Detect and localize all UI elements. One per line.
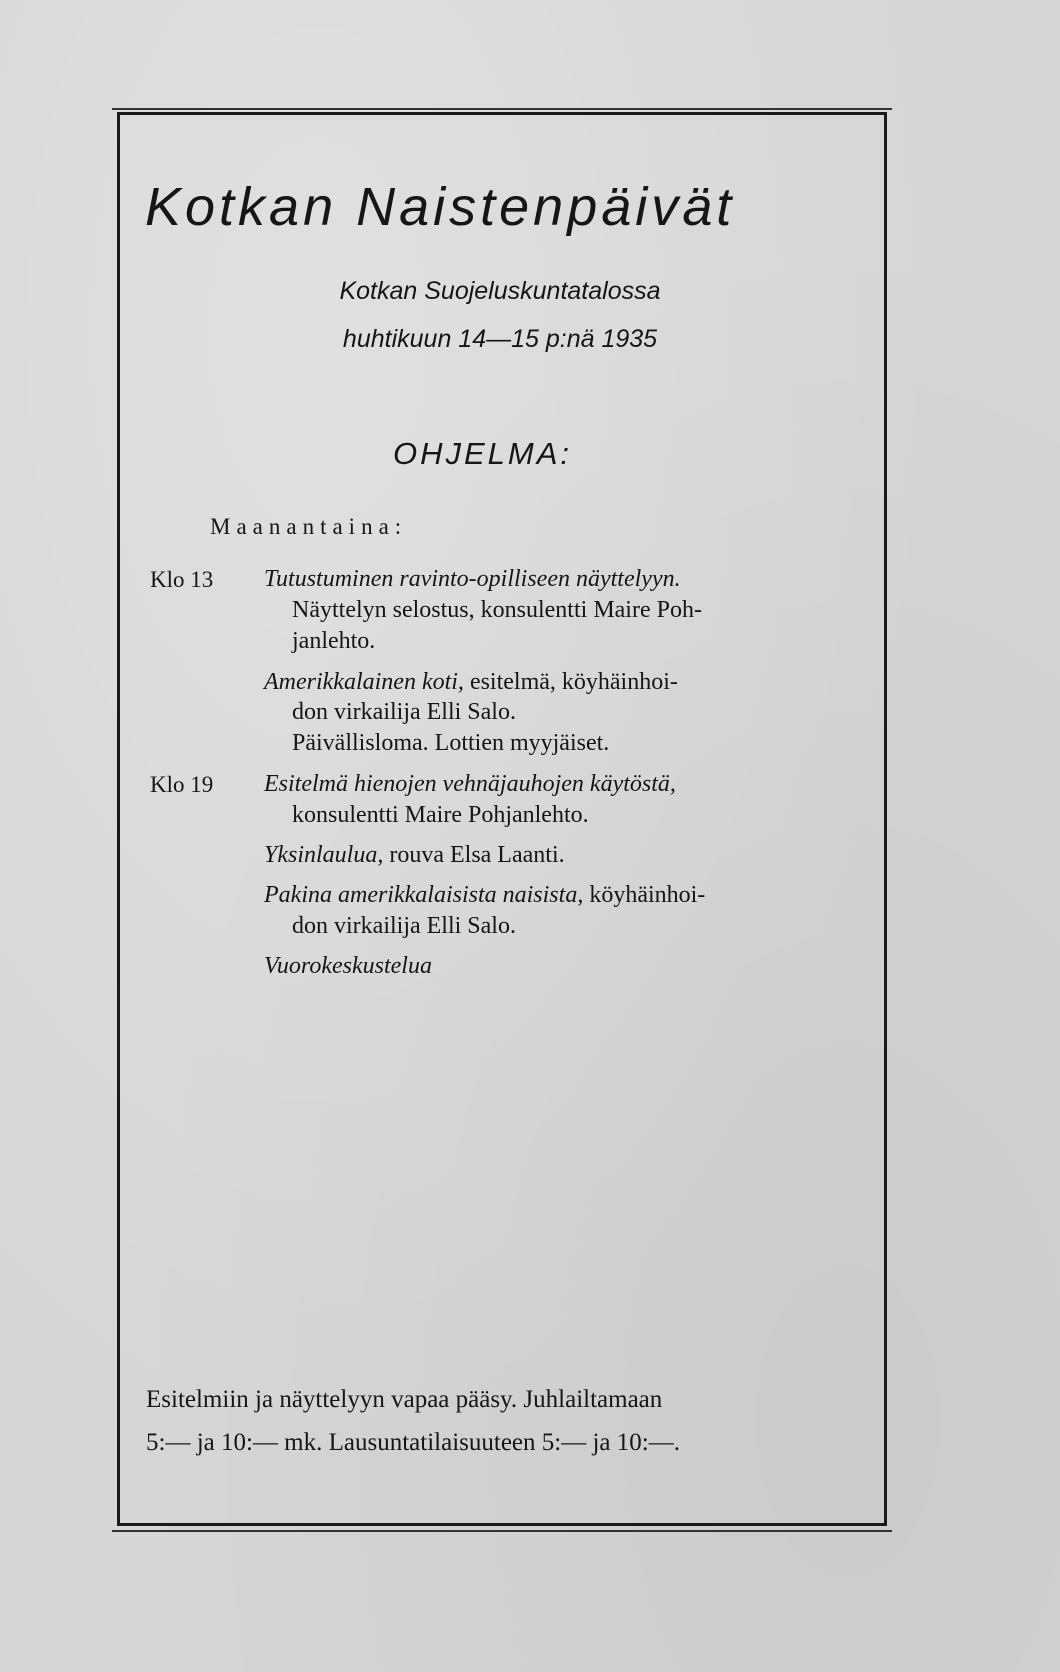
- program-line: [264, 567, 681, 591]
- program-line: [292, 629, 375, 653]
- program-line-italic: Tutustuminen ravinto-opilliseen näyttelyyn.: [264, 566, 681, 592]
- footer-line: Esitelmiin ja näyttelyyn vapaa pääsy. Juhlailtamaan: [146, 1386, 663, 1413]
- program-line-text: Päivällisloma. Lottien myyjäiset.: [292, 730, 610, 756]
- program-line: [292, 700, 516, 724]
- bottom-rule: [112, 1530, 892, 1532]
- program-line: [264, 772, 676, 796]
- dates-line: huhtikuun 14—15 p:nä 1935: [342, 325, 658, 353]
- program-line-italic: Amerikkalainen koti,: [264, 669, 464, 695]
- program-line-text: janlehto.: [292, 628, 376, 654]
- time-label: Klo 13: [150, 567, 214, 592]
- program-line-text: konsulentti Maire Pohjanlehto.: [292, 802, 589, 828]
- day-label: Maanantaina:: [210, 514, 408, 539]
- program-line-text: esitelmä, köyhäinhoi-: [463, 669, 678, 695]
- program-line: [264, 843, 565, 867]
- top-rule: [112, 108, 892, 110]
- footer-line: 5:— ja 10:— mk. Lausuntatilaisuuteen 5:— ja 10:—.: [146, 1429, 680, 1456]
- program-line-text: don virkailija Elli Salo.: [292, 699, 516, 725]
- program-heading: OHJELMA:: [393, 436, 573, 471]
- program-line: [264, 670, 678, 694]
- page-title: Kotkan Naistenpäivät: [145, 177, 736, 237]
- program-line-text: rouva Elsa Laanti.: [383, 842, 565, 868]
- program-line-text: köyhäinhoi-: [583, 882, 706, 908]
- program-line-italic: Yksinlaulua,: [264, 842, 384, 868]
- program-line-italic: Esitelmä hienojen vehnäjauhojen käytöstä,: [264, 771, 676, 797]
- program-line: [292, 803, 589, 827]
- program-line-text: don virkailija Elli Salo.: [292, 913, 516, 939]
- time-label: Klo 19: [150, 772, 214, 797]
- program-line-italic: Vuorokeskustelua: [264, 953, 432, 979]
- program-line: [264, 883, 705, 907]
- venue-line: Kotkan Suojeluskuntatalossa: [339, 277, 661, 305]
- program-line-text: Näyttelyn selostus, konsulentti Maire Poh-: [292, 597, 702, 623]
- program-line: [292, 731, 609, 755]
- program-line: [264, 954, 432, 978]
- program-line-italic: Pakina amerikkalaisista naisista,: [264, 882, 584, 908]
- program-line: [292, 914, 516, 938]
- program-line: [292, 598, 702, 622]
